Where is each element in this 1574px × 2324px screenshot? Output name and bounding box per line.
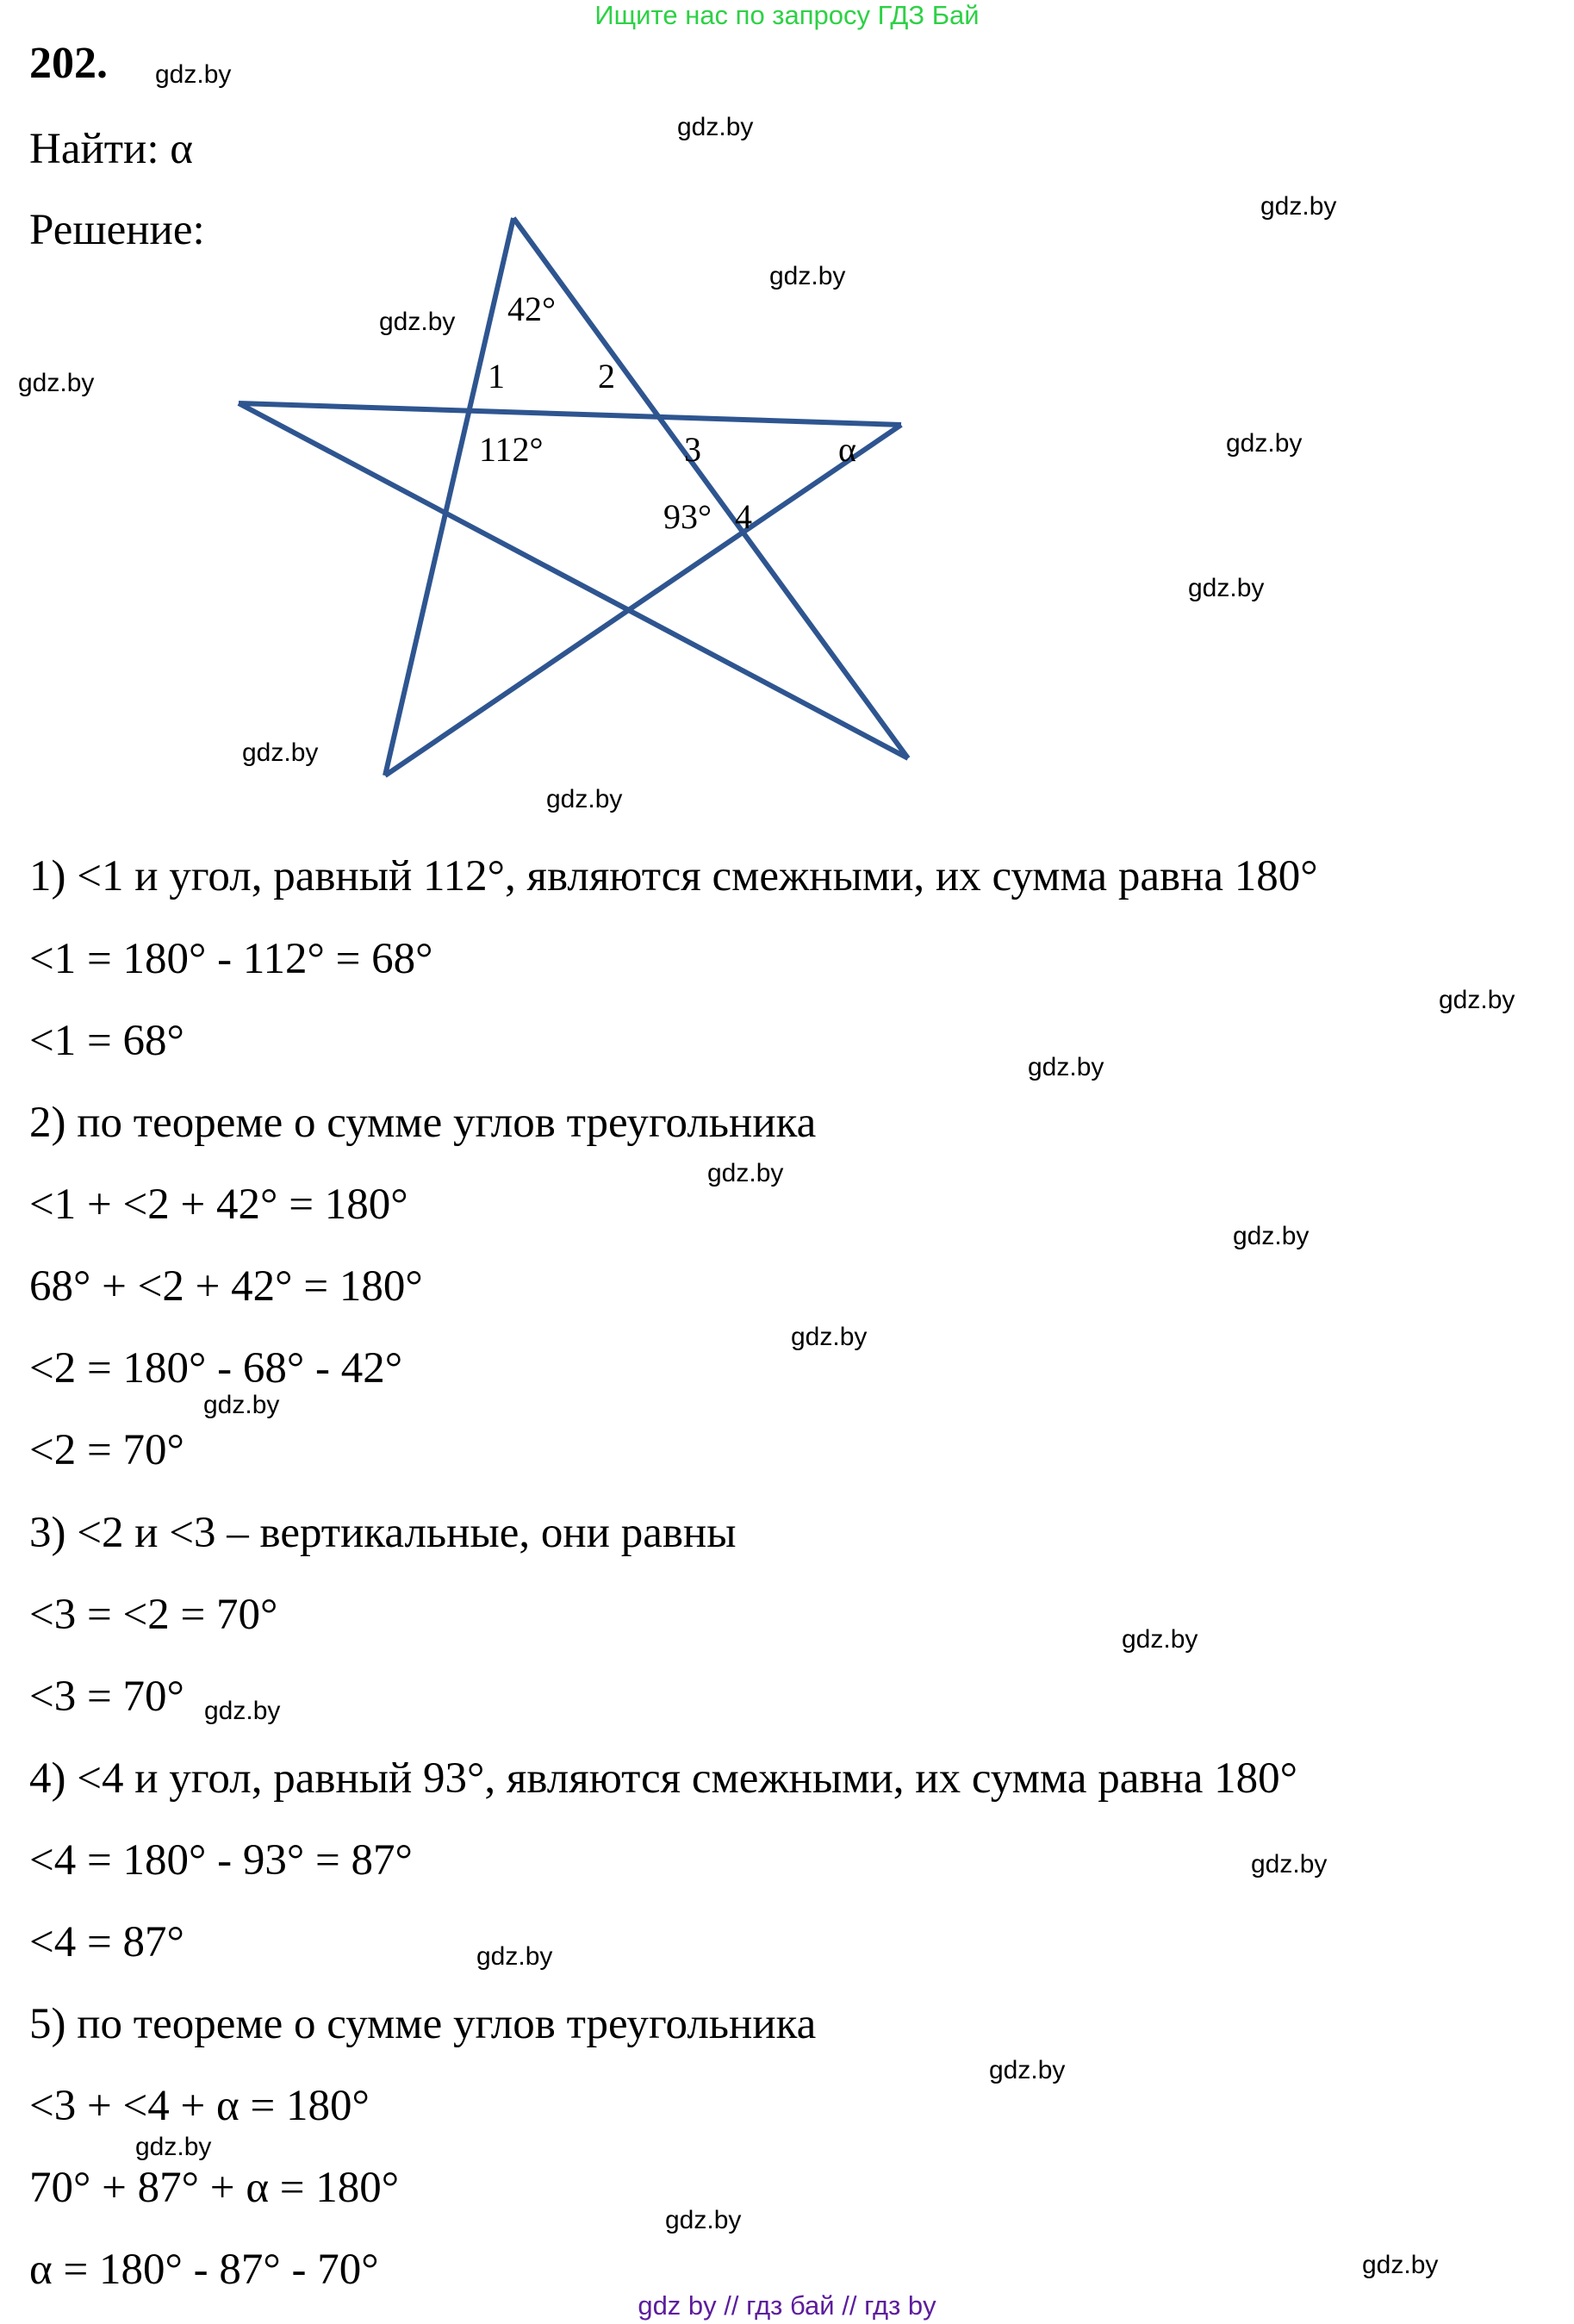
- step-line: <4 = 87°: [29, 1918, 184, 1966]
- watermark: gdz.by: [769, 262, 846, 290]
- solution-label: Решение:: [29, 206, 205, 254]
- footer-link-gdz-bai[interactable]: гдз бай: [746, 2290, 835, 2321]
- step-3-heading: 3) <2 и <3 – вертикальные, они равны: [29, 1509, 737, 1557]
- step-line: <3 + <4 + α = 180°: [29, 2082, 370, 2130]
- watermark: gdz.by: [1122, 1625, 1198, 1654]
- label-angle-2: 2: [598, 357, 615, 396]
- watermark: gdz.by: [204, 1697, 281, 1725]
- footer-separator: //: [724, 2290, 739, 2321]
- star-edge-right-to-bottom-left: [385, 425, 901, 776]
- watermark: gdz.by: [1260, 192, 1337, 221]
- step-line: 70° + 87° + α = 180°: [29, 2164, 400, 2212]
- problem-number: 202.: [29, 39, 108, 88]
- footer-links: [0, 2290, 1574, 2321]
- label-top-angle: 42°: [507, 290, 556, 328]
- star-edge-left-to-right: [239, 403, 901, 425]
- watermark: gdz.by: [1233, 1222, 1310, 1250]
- footer-link-gdz-by-ru[interactable]: гдз by: [864, 2290, 936, 2321]
- watermark: gdz.by: [707, 1159, 784, 1187]
- step-line: 68° + <2 + 42° = 180°: [29, 1262, 423, 1311]
- step-line: α = 180° - 87° - 70°: [29, 2246, 379, 2294]
- step-line: <2 = 70°: [29, 1426, 184, 1474]
- step-line: <1 = 180° - 112° = 68°: [29, 935, 433, 983]
- step-line: <4 = 180° - 93° = 87°: [29, 1836, 413, 1885]
- watermark: gdz.by: [1251, 1850, 1328, 1879]
- footer-link-gdz-by[interactable]: gdz by: [638, 2290, 717, 2321]
- step-2-heading: 2) по теореме о сумме углов треугольника: [29, 1099, 817, 1147]
- watermark: gdz.by: [1439, 986, 1515, 1014]
- step-line: <1 = 68°: [29, 1017, 184, 1065]
- star-edge-bottom-left-to-top: [385, 218, 513, 776]
- watermark: gdz.by: [1188, 574, 1265, 602]
- step-4-heading: 4) <4 и угол, равный 93°, являются смежными, их сумма равна 180°: [29, 1754, 1298, 1803]
- top-banner[interactable]: Ищите нас по запросу ГДЗ Бай: [594, 0, 980, 30]
- star-edge-top-to-bottom-right: [513, 218, 908, 758]
- watermark: gdz.by: [1362, 2251, 1439, 2279]
- watermark: gdz.by: [242, 738, 319, 767]
- step-1-heading: 1) <1 и угол, равный 112°, являются смежными, их сумма равна 180°: [29, 852, 1318, 900]
- label-angle-112: 112°: [479, 430, 544, 469]
- label-angle-3: 3: [684, 430, 701, 469]
- label-angle-4: 4: [735, 497, 752, 536]
- watermark: gdz.by: [155, 60, 232, 89]
- label-alpha: α: [838, 430, 856, 469]
- watermark: gdz.by: [18, 369, 95, 397]
- watermark: gdz.by: [791, 1323, 868, 1351]
- watermark: gdz.by: [1226, 429, 1303, 458]
- step-line: <3 = 70°: [29, 1673, 184, 1721]
- step-line: <1 + <2 + 42° = 180°: [29, 1181, 408, 1229]
- watermark: gdz.by: [665, 2206, 742, 2234]
- step-5-heading: 5) по теореме о сумме углов треугольника: [29, 2000, 817, 2048]
- step-line: <2 = 180° - 68° - 42°: [29, 1344, 403, 1393]
- label-angle-93: 93°: [663, 497, 712, 536]
- watermark: gdz.by: [203, 1391, 280, 1419]
- watermark: gdz.by: [677, 113, 754, 141]
- footer-separator: //: [842, 2290, 857, 2321]
- watermark: gdz.by: [1028, 1053, 1104, 1081]
- watermark: gdz.by: [476, 1942, 553, 1971]
- star-edge-bottom-right-to-left: [239, 403, 908, 758]
- step-line: <3 = <2 = 70°: [29, 1591, 278, 1639]
- watermark: gdz.by: [379, 308, 456, 336]
- find-line: Найти: α: [29, 125, 193, 173]
- watermark: gdz.by: [135, 2133, 212, 2161]
- watermark: gdz.by: [989, 2056, 1066, 2084]
- watermark: gdz.by: [546, 785, 623, 813]
- label-angle-1: 1: [488, 357, 505, 396]
